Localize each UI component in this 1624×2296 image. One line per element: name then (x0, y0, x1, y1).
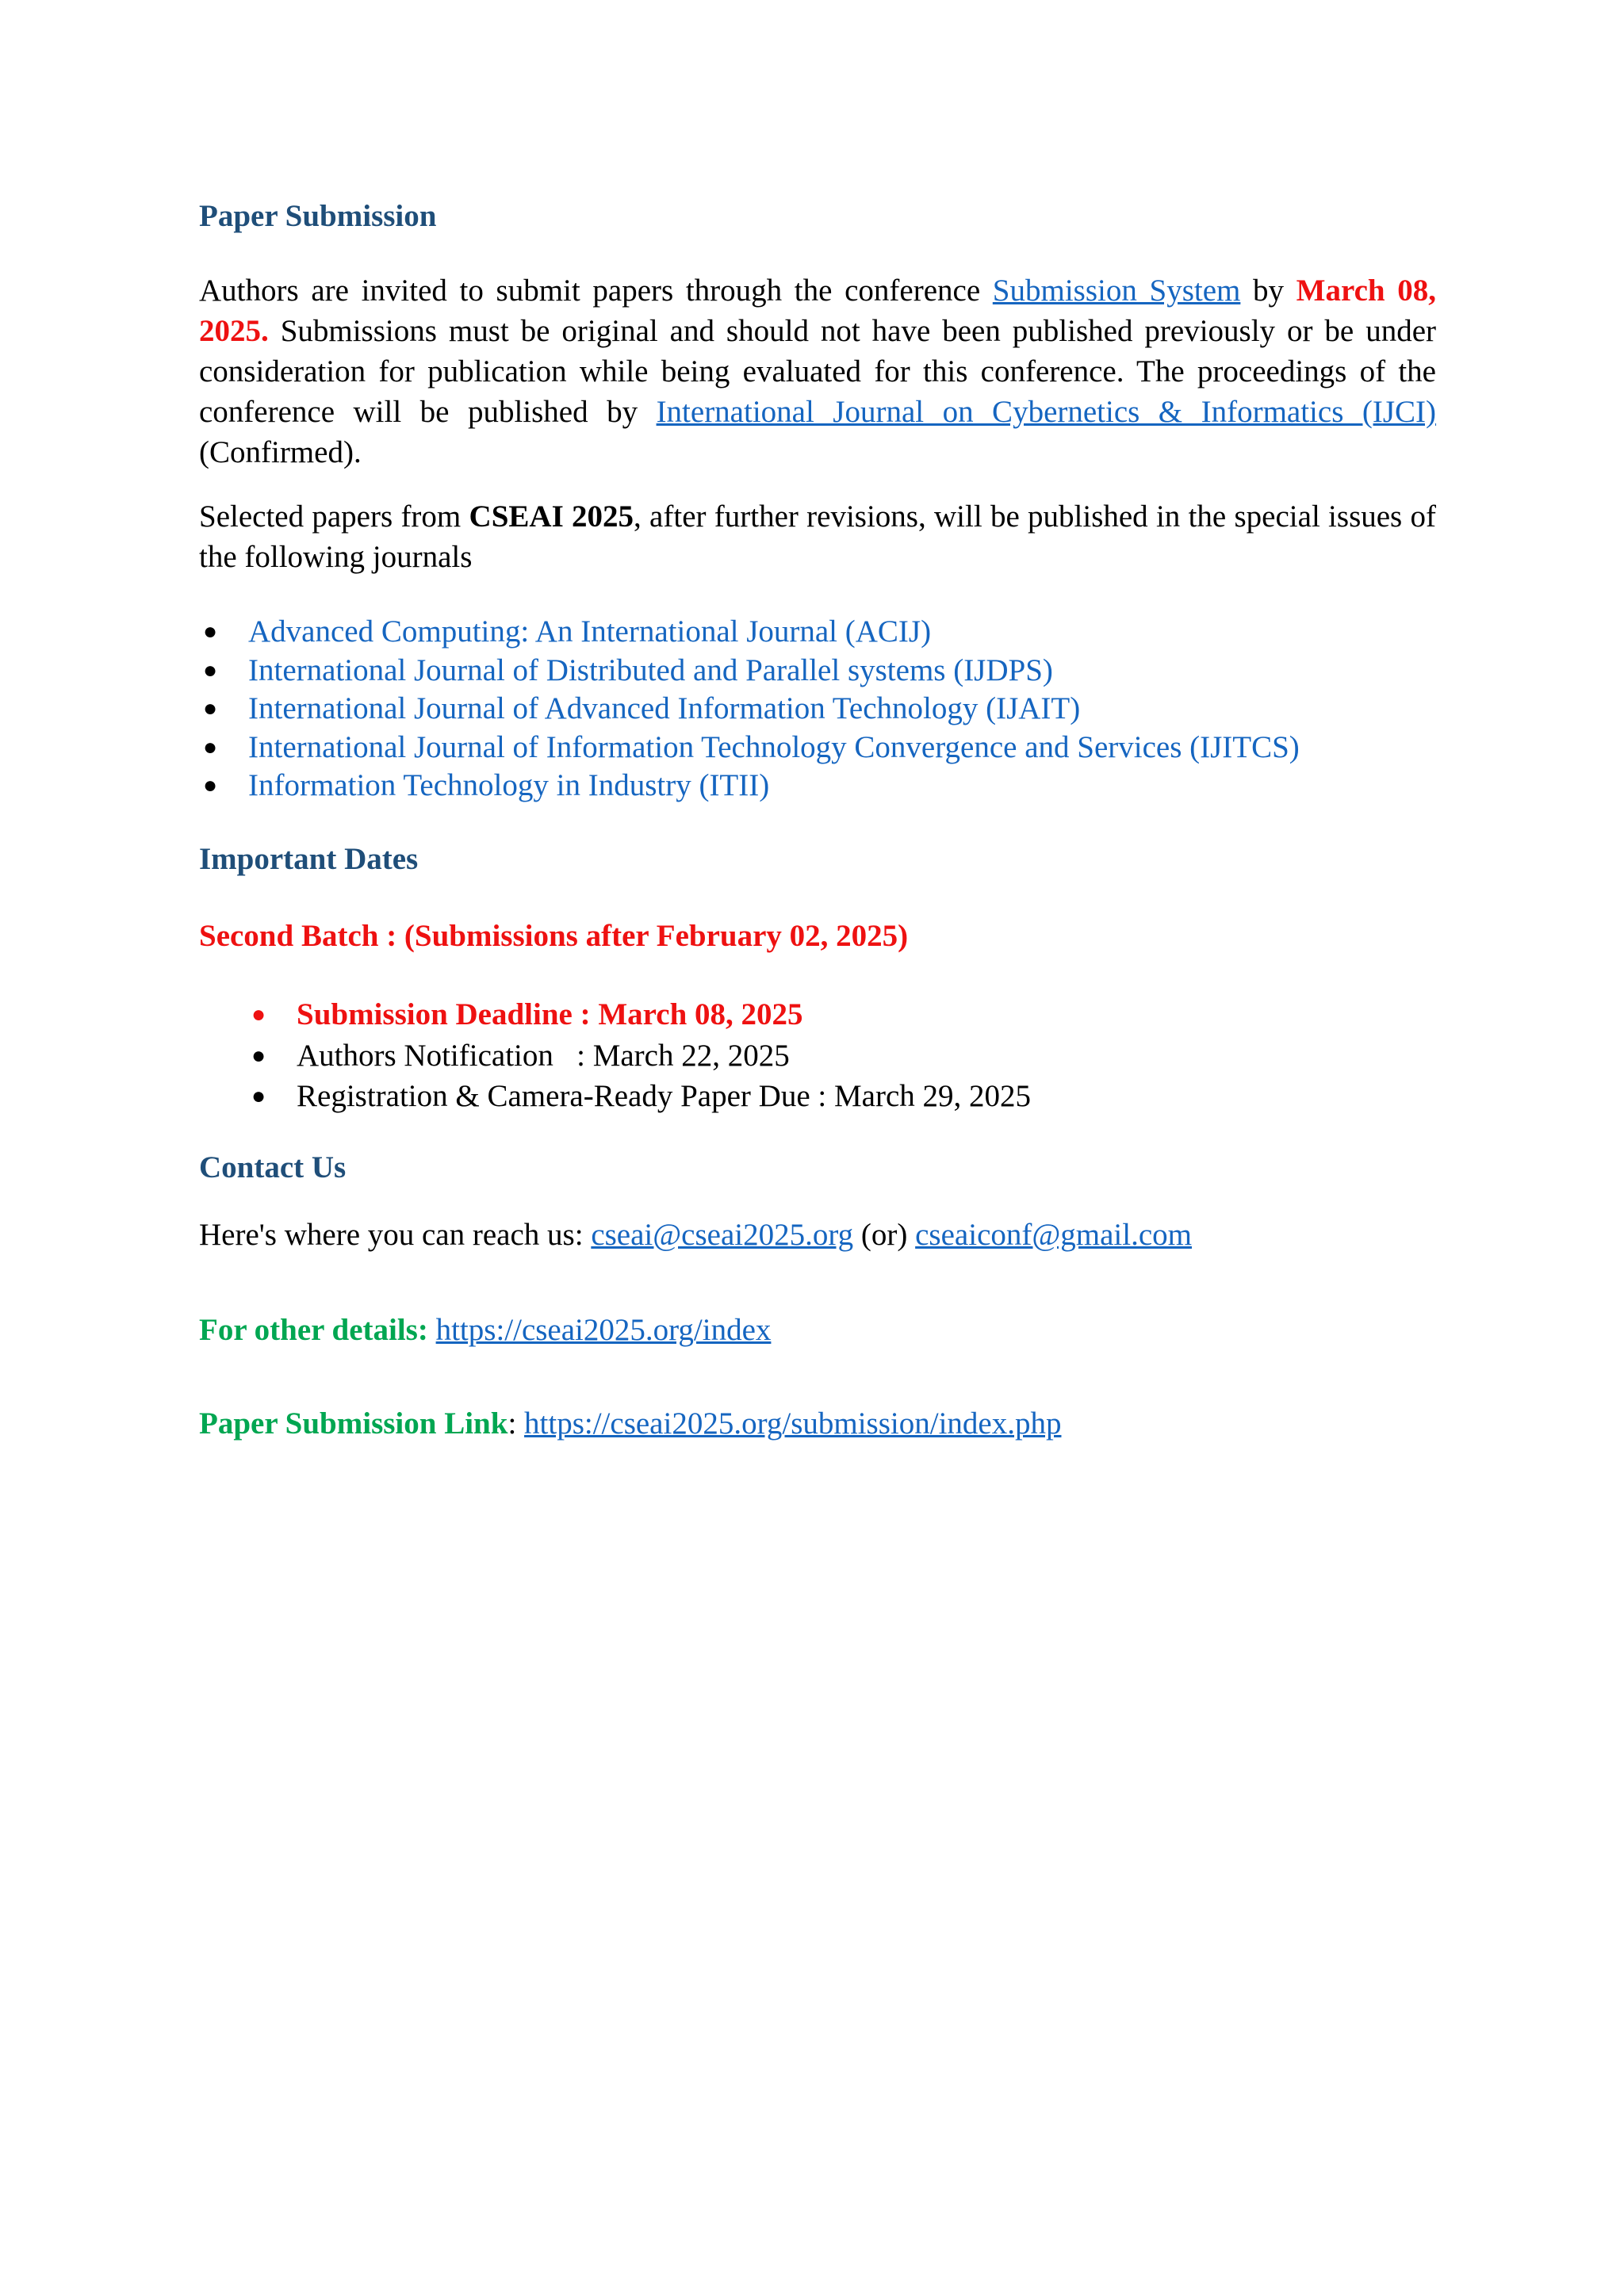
journal-link[interactable]: Advanced Computing: An International Journal (ACIJ) (248, 614, 932, 649)
journal-link[interactable]: International Journal of Information Technology Convergence and Services (IJITCS) (248, 729, 1300, 764)
submission-by-text: by (1240, 274, 1297, 308)
details-url-link[interactable]: https://cseai2025.org/index (435, 1313, 772, 1347)
conference-name: CSEAI 2025 (469, 499, 634, 534)
email-link-secondary[interactable]: cseaiconf@gmail.com (915, 1218, 1192, 1252)
submission-intro-text: Authors are invited to submit papers through the conference (199, 274, 993, 308)
contact-us-heading: Contact Us (199, 1150, 347, 1184)
authors-notification-item: Authors Notification : March 22, 2025 (297, 1038, 790, 1073)
list-item (203, 611, 1438, 650)
dates-list (251, 994, 1407, 1117)
list-item (203, 650, 1438, 689)
bullet-icon: ● (203, 695, 218, 721)
bullet-icon: ● (251, 1001, 266, 1027)
selected-papers-paragraph (199, 496, 1436, 577)
submission-link-line (199, 1403, 1061, 1444)
bullet-icon: ● (203, 618, 218, 645)
bullet-icon: ● (203, 733, 218, 760)
submission-body-text: Submissions must be original and should not have been published previously or be under consideration for publication while being evaluated for this conference. The proceedings of the conference will be published by (199, 314, 1436, 429)
submission-deadline-text: March 08, 2025. (199, 274, 1436, 348)
contact-intro: Here's where you can reach us: (199, 1218, 592, 1252)
journal-link[interactable]: International Journal of Distributed and Parallel systems (IJDPS) (248, 652, 1053, 687)
journal-list (203, 611, 1438, 804)
paper-submission-heading: Paper Submission (199, 199, 437, 233)
email-link-primary[interactable]: cseai@cseai2025.org (591, 1218, 854, 1252)
selected-papers-rest: , after further revisions, will be published in the special issues of the following journals (199, 499, 1436, 574)
list-item (203, 688, 1438, 727)
selected-papers-intro: Selected papers from (199, 499, 469, 534)
submission-deadline-item: Submission Deadline : March 08, 2025 (297, 997, 803, 1031)
list-item (203, 765, 1438, 804)
bullet-icon: ● (203, 656, 218, 683)
bullet-icon: ● (251, 1083, 266, 1109)
submission-system-link[interactable]: Submission System (992, 274, 1241, 308)
contact-or-text: (or) (853, 1218, 916, 1252)
bullet-icon: ● (203, 772, 218, 798)
other-details-label: For other details: (199, 1313, 428, 1347)
list-item (251, 994, 1407, 1035)
important-dates-heading: Important Dates (199, 842, 419, 876)
confirmed-text: (Confirmed). (199, 435, 362, 469)
list-item (251, 1035, 1407, 1077)
submission-link-label: Paper Submission Link (199, 1406, 508, 1441)
contact-line (199, 1215, 1192, 1255)
ijci-journal-link[interactable]: International Journal on Cybernetics & Informatics (IJCI) (656, 395, 1437, 429)
list-item (203, 727, 1438, 766)
submission-link-separator: : (508, 1406, 525, 1441)
bullet-icon: ● (251, 1042, 266, 1069)
registration-item: Registration & Camera-Ready Paper Due : March 29, 2025 (297, 1079, 1032, 1113)
submission-url-link[interactable]: https://cseai2025.org/submission/index.php (524, 1406, 1062, 1441)
second-batch-heading: Second Batch : (Submissions after February 02, 2025) (199, 919, 909, 953)
journal-link[interactable]: International Journal of Advanced Information Technology (IJAIT) (248, 691, 1081, 725)
other-details-line (199, 1310, 771, 1350)
submission-paragraph (199, 270, 1436, 473)
journal-link[interactable]: Information Technology in Industry (ITII) (248, 768, 770, 802)
list-item (251, 1076, 1407, 1117)
